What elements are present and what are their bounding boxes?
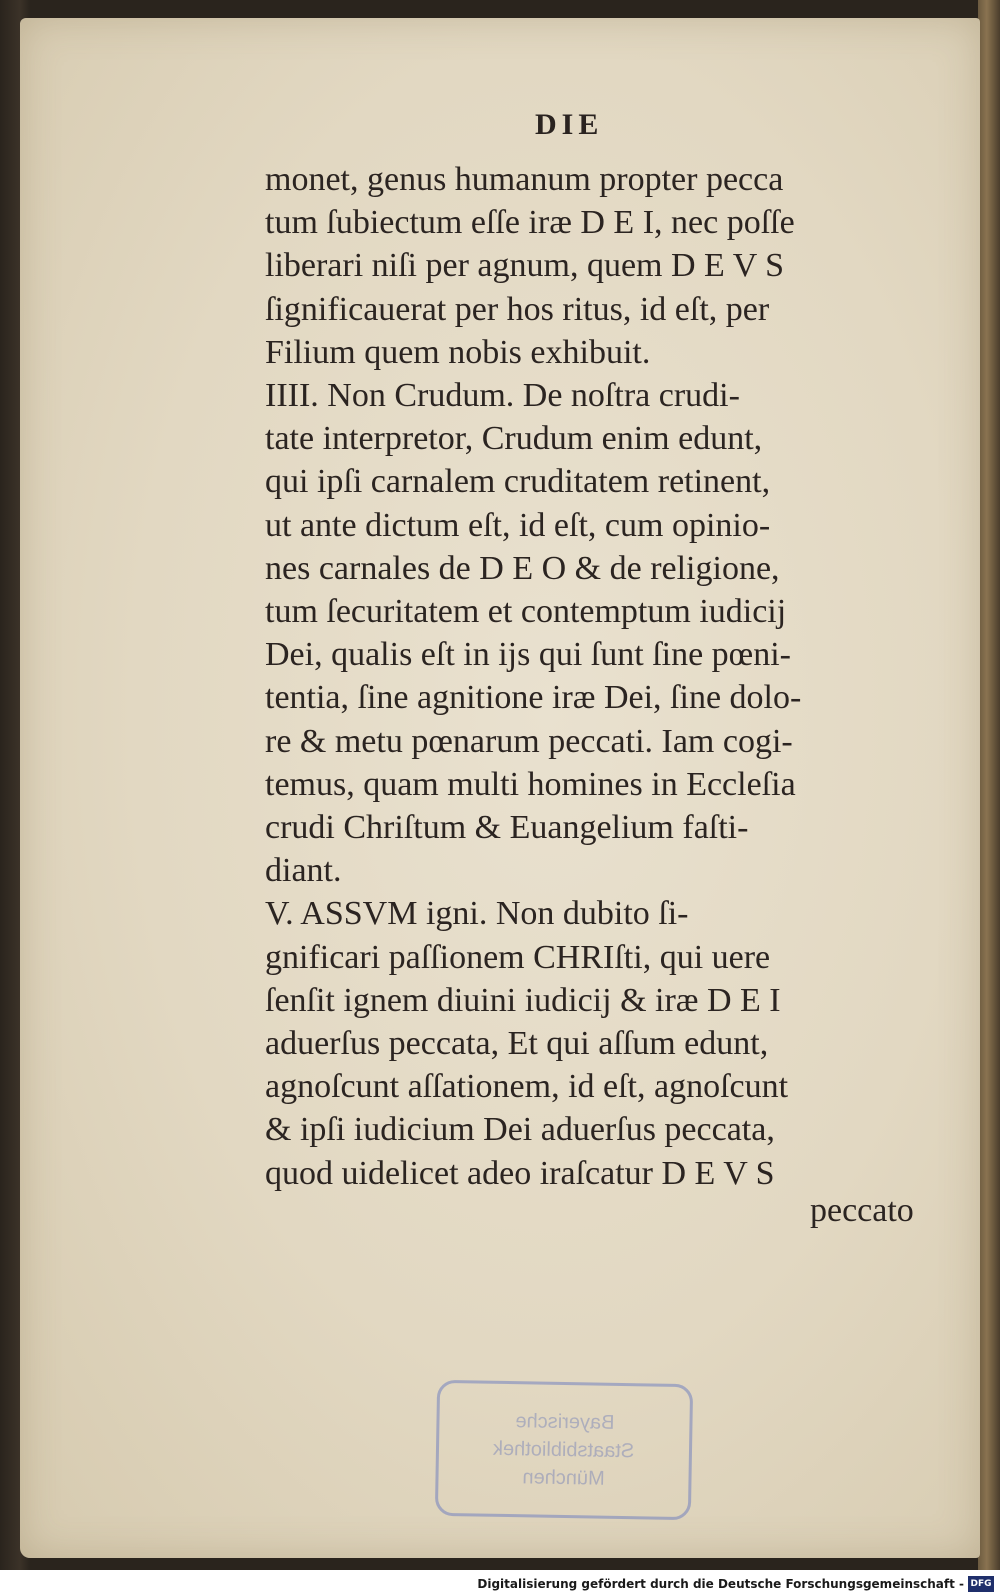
stamp-line: Staatsbibliothek — [493, 1437, 635, 1463]
body-text — [265, 158, 950, 1195]
text-line: re & metu pœnarum peccati. Iam cogi- — [265, 722, 793, 760]
stamp-line: Bayerische — [514, 1410, 615, 1434]
text-line: ut ante dictum eſt, id eſt, cum opinio- — [265, 506, 771, 544]
text-line: ſenſit ignem diuini iudicij & iræ D E I — [265, 981, 781, 1019]
text-line: quod uidelicet adeo iraſcatur D E V S — [265, 1154, 775, 1192]
text-line: tum ſubiectum eſſe iræ D E I, nec poſſe — [265, 204, 795, 242]
library-stamp — [435, 1380, 693, 1520]
text-line: gnificari paſſionem CHRIſti, qui uere — [265, 938, 771, 976]
stamp-line: München — [522, 1466, 605, 1490]
dfg-logo: DFG — [968, 1576, 994, 1592]
text-line: ſignificauerat per hos ritus, id eſt, per — [265, 290, 770, 328]
text-line: aduerſus peccata, Et qui aſſum edunt, — [265, 1025, 769, 1063]
text-line: monet, genus humanum propter pecca — [265, 161, 784, 198]
text-line: liberari niſi per agnum, quem D E V S — [265, 247, 785, 285]
footer-credit: Digitalisierung gefördert durch die Deutsche Forschungsgemeinschaft - — [477, 1577, 964, 1591]
text-line: agnoſcunt aſſationem, id eſt, agnoſcunt — [265, 1068, 789, 1106]
page-edge-right — [978, 0, 1000, 1570]
text-line: IIII. Non Crudum. De noſtra crudi- — [265, 377, 740, 415]
text-line: Filium quem nobis exhibuit. — [265, 333, 651, 371]
text-line: crudi Chriſtum & Euangelium faſti- — [265, 809, 749, 847]
text-line: qui ipſi carnalem cruditatem retinent, — [265, 463, 771, 501]
running-header: DIE — [535, 108, 604, 141]
text-line: temus, quam multi homines in Eccleſia — [265, 765, 796, 803]
text-line: tate interpretor, Crudum enim edunt, — [265, 420, 763, 458]
text-line: Dei, qualis eſt in ijs qui ſunt ſine pœni- — [265, 636, 792, 674]
text-line: tum ſecuritatem et contemptum iudicij — [265, 593, 787, 631]
text-line: V. ASSVM igni. Non dubito ſi- — [265, 895, 689, 933]
text-line: & ipſi iudicium Dei aduerſus peccata, — [265, 1111, 775, 1149]
text-line: nes carnales de D E O & de religione, — [265, 549, 780, 587]
text-line: diant. — [265, 852, 342, 890]
catchword: peccato — [810, 1192, 914, 1229]
text-line: tentia, ſine agnitione iræ Dei, ſine dolo- — [265, 679, 802, 717]
